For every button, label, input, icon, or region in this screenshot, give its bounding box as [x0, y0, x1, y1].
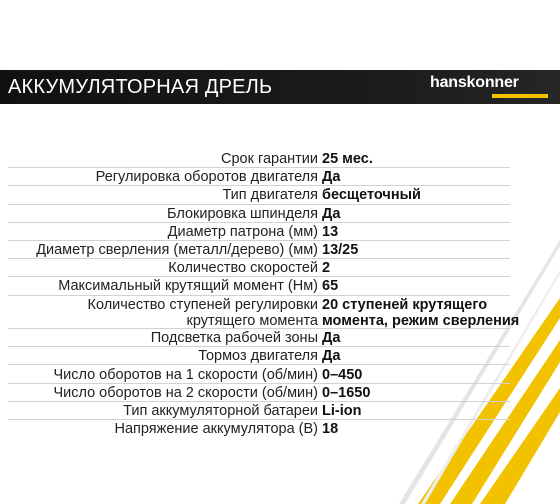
spec-label-line: Число оборотов на 2 скорости (об/мин) [53, 384, 318, 401]
spec-row [0, 296, 560, 330]
spec-value-line: Да [322, 348, 341, 365]
spec-value [322, 297, 519, 329]
spec-label [53, 385, 318, 401]
spec-value [322, 260, 330, 276]
spec-row [0, 168, 560, 186]
spec-label-line: Тип двигателя [222, 187, 318, 204]
spec-value-line: бесщеточный [322, 187, 421, 204]
spec-label [88, 297, 319, 329]
spec-row [0, 205, 560, 223]
spec-label-line: Напряжение аккумулятора (В) [114, 421, 318, 438]
spec-value [322, 224, 338, 240]
spec-label-line: Число оборотов на 1 скорости (об/мин) [53, 366, 318, 383]
spec-row [0, 347, 560, 365]
spec-label [58, 278, 318, 294]
brand-logo [430, 74, 552, 102]
spec-value-line: Li-ion [322, 402, 362, 419]
spec-value [322, 187, 421, 203]
spec-value [322, 151, 373, 167]
spec-label [222, 187, 318, 203]
spec-label-line: Диаметр патрона (мм) [167, 223, 318, 240]
spec-label-line: Максимальный крутящий момент (Нм) [58, 278, 318, 295]
spec-value-line: 2 [322, 260, 331, 277]
spec-value-line: Да [322, 169, 341, 186]
spec-value [322, 403, 361, 419]
spec-label-line: Тормоз двигателя [198, 348, 318, 365]
spec-row [0, 186, 560, 204]
spec-row [0, 277, 560, 295]
spec-row [0, 241, 560, 259]
spec-label [168, 224, 318, 240]
spec-label [151, 330, 318, 346]
spec-value [322, 367, 362, 383]
spec-value [322, 242, 358, 258]
spec-value-line: 13/25 [322, 242, 359, 258]
spec-value-line: 0–1650 [322, 384, 371, 401]
spec-row [0, 420, 560, 438]
spec-row [0, 259, 560, 277]
spec-value [322, 421, 338, 437]
spec-value-line: 13 [322, 223, 339, 240]
spec-label [198, 348, 318, 364]
spec-row [0, 366, 560, 384]
spec-value [322, 385, 370, 401]
spec-label-line: Количество ступеней регулировки [87, 296, 318, 313]
spec-label [167, 206, 318, 222]
spec-label-line: Тип аккумуляторной батареи [123, 402, 318, 419]
spec-value-line: 65 [322, 278, 339, 295]
spec-label-line: Блокировка шпинделя [166, 205, 318, 222]
spec-value [322, 330, 340, 346]
spec-label [123, 403, 318, 419]
spec-value [322, 348, 340, 364]
spec-value-line: Да [322, 330, 341, 347]
spec-label [221, 151, 318, 167]
spec-label-line: Подсветка рабочей зоны [150, 330, 318, 347]
spec-label-line: крутящего момента [186, 312, 318, 329]
brand-accent-bar [492, 94, 548, 98]
spec-row [0, 329, 560, 347]
spec-value-line: 0–450 [322, 366, 363, 383]
spec-value-line: 18 [322, 421, 339, 438]
spec-row [0, 223, 560, 241]
spec-row [0, 402, 560, 420]
spec-value [322, 278, 338, 294]
page-title: АККУМУЛЯТОРНАЯ ДРЕЛЬ [8, 76, 273, 98]
spec-label-line: Диаметр сверления (металл/дерево) (мм) [36, 242, 318, 258]
spec-label [53, 367, 318, 383]
spec-value [322, 206, 340, 222]
spec-value-line: 25 мес. [322, 151, 373, 167]
spec-row [0, 384, 560, 402]
spec-value [322, 169, 340, 185]
spec-label-line: Количество скоростей [168, 260, 318, 277]
spec-label [36, 242, 318, 258]
spec-label [168, 260, 318, 276]
spec-value-line: 20 ступеней крутящего [322, 296, 488, 313]
spec-label [114, 421, 318, 437]
brand-name: hanskonner [430, 74, 519, 91]
spec-label-line: Регулировка оборотов двигателя [95, 169, 318, 186]
spec-value-line: Да [322, 205, 341, 222]
spec-value-line: момента, режим сверления [322, 312, 520, 329]
header-bar [0, 70, 560, 104]
spec-label-line: Срок гарантии [221, 151, 318, 167]
spec-row [0, 150, 560, 168]
spec-label [96, 169, 318, 185]
